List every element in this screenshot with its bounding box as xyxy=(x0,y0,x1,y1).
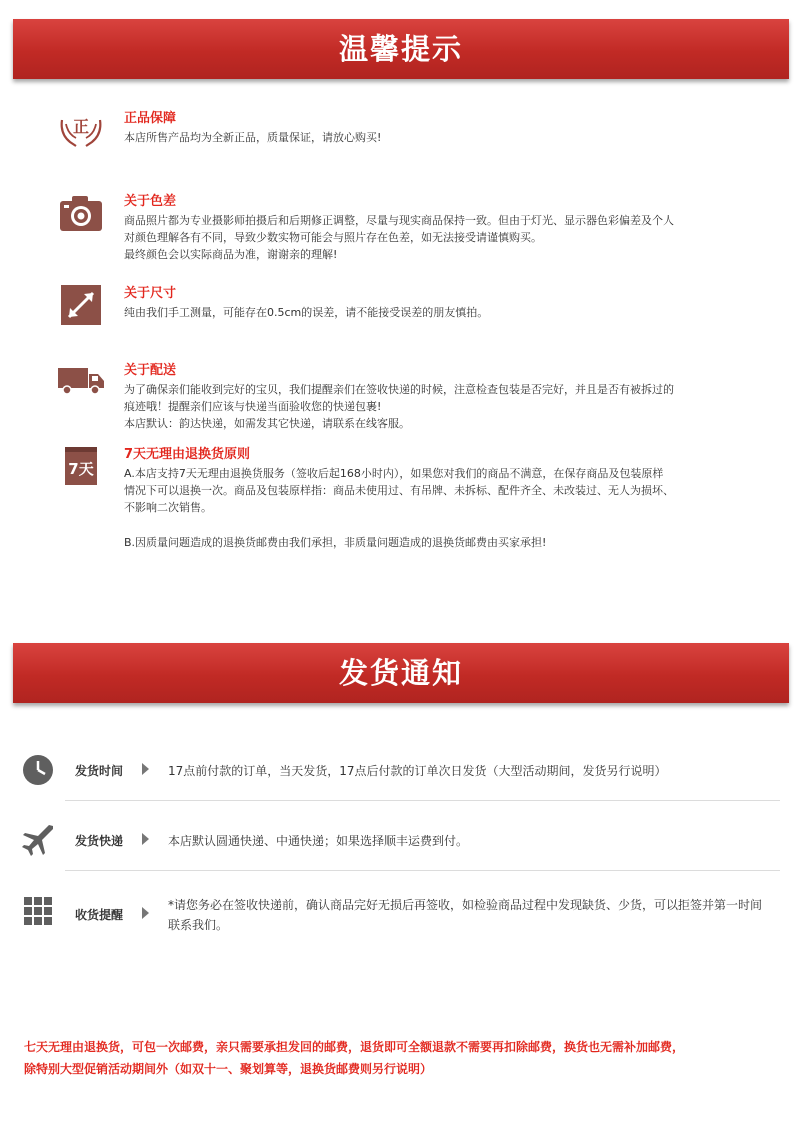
shipping-text: *请您务必在签收快递前，确认商品完好无损后再签收，如检验商品过程中发现缺货、少货，可以拒签并第一时间联系我们。 xyxy=(168,898,763,932)
tip-line: 纯由我们手工测量，可能存在0.5cm的误差，请不能接受误差的朋友慎拍。 xyxy=(124,306,489,319)
tip-line: 本店默认：韵达快递，如需发其它快递，请联系在线客服。 xyxy=(124,417,410,430)
shipping-label: 发货时间 xyxy=(75,764,124,778)
tip-delivery xyxy=(58,362,778,437)
truck-icon xyxy=(58,362,104,402)
shipping-text: 17点前付款的订单，当天发货，17点后付款的订单次日发货（大型活动期间，发货另行说明） xyxy=(168,764,667,778)
airplane-icon xyxy=(20,822,56,858)
calendar-icon-label: 7天 xyxy=(68,460,94,478)
grid-icon xyxy=(20,893,56,929)
shipping-banner: 发货通知 xyxy=(13,643,789,703)
tip-line: 情况下可以退换一次。商品及包装原样指：商品未使用过、有吊牌、未拆标、配件齐全、未改装过、无人为损坏、 xyxy=(124,484,674,497)
footer-note xyxy=(24,1036,784,1080)
footer-line: 除特别大型促销活动期间外（如双十一、聚划算等，退换货邮费则另行说明） xyxy=(24,1062,433,1076)
shipping-row-courier xyxy=(20,822,780,862)
tip-line: 商品照片都为专业摄影师拍摄后和后期修正调整，尽量与现实商品保持一致。但由于灯光、显示器色彩偏差及个人 xyxy=(124,214,674,227)
tip-line: 本店所售产品均为全新正品，质量保证，请放心购买! xyxy=(124,131,382,144)
tip-title: 正品保障 xyxy=(124,111,177,126)
tip-returns xyxy=(58,446,778,576)
tip-line: B.因质量问题造成的退换货邮费由我们承担，非质量问题造成的退换货邮费由买家承担! xyxy=(124,536,547,549)
shipping-row-time xyxy=(20,752,780,792)
tip-line: 不影响二次销售。 xyxy=(124,501,212,514)
calendar-7day-icon xyxy=(58,446,104,486)
genuine-hands-icon xyxy=(58,110,104,150)
tip-size xyxy=(58,285,778,330)
shipping-row-receive xyxy=(20,893,780,943)
arrow-right-icon xyxy=(142,763,149,775)
shipping-label: 收货提醒 xyxy=(75,908,124,922)
divider xyxy=(65,870,780,871)
tip-title: 关于配送 xyxy=(124,363,177,378)
shipping-text: 本店默认圆通快递、中通快递；如果选择顺丰运费到付。 xyxy=(168,834,469,848)
tip-line: A.本店支持7天无理由退换货服务（签收后起168小时内），如果您对我们的商品不满意，在保存商品及包装原样 xyxy=(124,467,664,480)
footer-line: 七天无理由退换货，可包一次邮费，亲只需要承担发回的邮费，退货即可全额退款不需要再扣除邮费，换货也无需补加邮费， xyxy=(24,1040,685,1054)
tip-line: 痕迹哦！提醒亲们应该与快递当面验收您的快递包裹! xyxy=(124,400,382,413)
arrow-right-icon xyxy=(142,907,149,919)
tip-title: 关于色差 xyxy=(124,194,177,209)
arrow-right-icon xyxy=(142,833,149,845)
notice-banner: 温馨提示 xyxy=(13,19,789,79)
resize-arrow-icon xyxy=(58,285,104,325)
shipping-label: 发货快递 xyxy=(75,834,124,848)
tip-line: 对颜色理解各有不同，导致少数实物可能会与照片存在色差，如无法接受请谨慎购买。 xyxy=(124,231,542,244)
genuine-icon-label: 正 xyxy=(72,117,90,136)
tip-title: 关于尺寸 xyxy=(124,286,177,301)
tip-line: 为了确保亲们能收到完好的宝贝，我们提醒亲们在签收快递的时候，注意检查包装是否完好，并且是否有被拆过的 xyxy=(124,383,674,396)
divider xyxy=(65,800,780,801)
tip-genuine xyxy=(58,110,778,160)
clock-icon xyxy=(20,752,56,788)
tip-title: 7天无理由退换货原则 xyxy=(124,447,251,462)
tip-line: 最终颜色会以实际商品为准，谢谢亲的理解! xyxy=(124,248,338,261)
camera-icon xyxy=(58,193,104,233)
tip-color xyxy=(58,193,778,273)
